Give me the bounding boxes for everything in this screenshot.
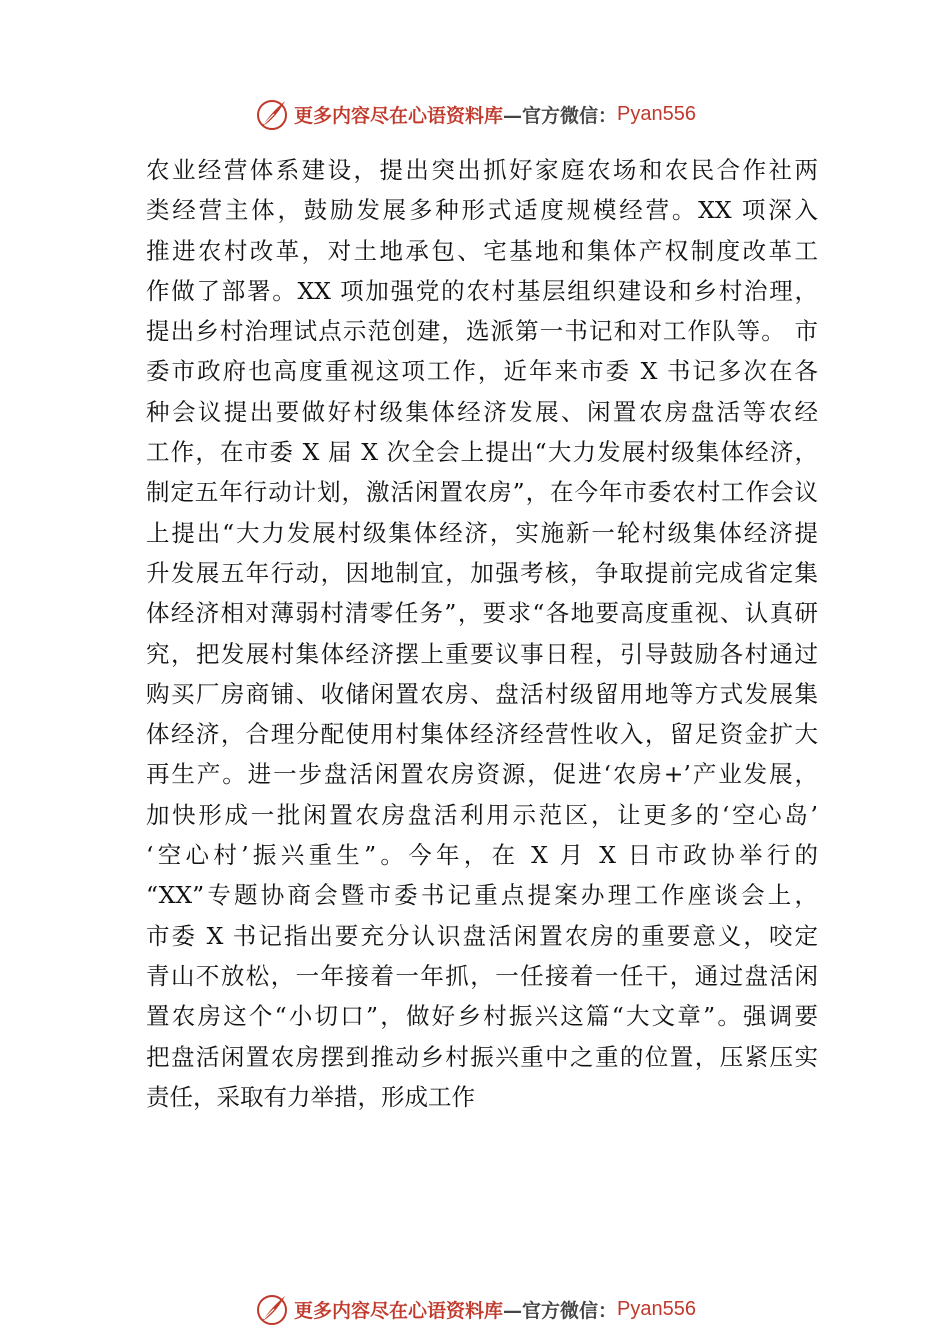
body-text-line: 体经济相对薄弱村清零任务”，要求“各地要高度重视、认真研 — [146, 599, 818, 628]
body-text-line: 提出乡村治理试点示范创建，选派第一书记和对工作队等。 市 — [146, 317, 818, 346]
watermark-dash-text: —官方微信： — [503, 1299, 618, 1322]
body-text-line: 体经济，合理分配使用村集体经济经营性收入，留足资金扩大 — [146, 720, 818, 749]
feather-pen-logo-icon — [254, 96, 290, 132]
watermark-wechat-id: Pyan556 — [617, 1297, 696, 1320]
header-watermark — [0, 94, 950, 134]
watermark-wechat-id: Pyan556 — [617, 102, 696, 125]
body-text-line: 升发展五年行动，因地制宜，加强考核，争取提前完成省定集 — [146, 558, 818, 587]
body-text-line: 制定五年行动计划，激活闲置农房”，在今年市委农村工作会议 — [146, 478, 818, 507]
body-text-line: 青山不放松，一年接着一年抓，一任接着一任干，通过盘活闲 — [146, 961, 818, 990]
document-body — [146, 150, 818, 1117]
footer-watermark — [0, 1289, 950, 1329]
body-text-line: 置农房这个“小切口”，做好乡村振兴这篇“大文章”。强调要 — [146, 1002, 818, 1031]
body-text-line: 购买厂房商铺、收储闲置农房、盘活村级留用地等方式发展集 — [146, 679, 818, 708]
body-text-line: 上提出“大力发展村级集体经济，实施新一轮村级集体经济提 — [146, 518, 818, 547]
body-text-line: 工作，在市委 X 届 X 次全会上提出“大力发展村级集体经济， — [146, 438, 818, 467]
body-text-line: 究，把发展村集体经济摆上重要议事日程，引导鼓励各村通过 — [146, 639, 818, 668]
body-text-line: 责任，采取有力举措，形成工作 — [146, 1082, 475, 1111]
body-text-line: 种会议提出要做好村级集体经济发展、闲置农房盘活等农经 — [146, 397, 818, 426]
body-text-line: 委市政府也高度重视这项工作，近年来市委 X 书记多次在各 — [146, 357, 818, 386]
body-text-line: ‘空心村’振兴重生”。今年，在 X 月 X 日市政协举行的 — [146, 841, 818, 870]
body-text-line: “XX”专题协商会暨市委书记重点提案办理工作座谈会上， — [146, 881, 818, 910]
body-text-line: 类经营主体，鼓励发展多种形式适度规模经营。XX 项深入 — [146, 196, 818, 225]
body-text-line: 农业经营体系建设，提出突出抓好家庭农场和农民合作社两 — [146, 156, 818, 184]
body-text-line: 推进农村改革，对土地承包、宅基地和集体产权制度改革工 — [146, 236, 818, 265]
watermark-main-text: 更多内容尽在心语资料库 — [294, 1299, 504, 1322]
feather-pen-logo-icon — [254, 1291, 290, 1327]
body-text-line: 市委 X 书记指出要充分认识盘活闲置农房的重要意义，咬定 — [146, 921, 818, 950]
body-text-line: 作做了部署。XX 项加强党的农村基层组织建设和乡村治理， — [146, 276, 818, 305]
body-text-line: 再生产。进一步盘活闲置农房资源，促进‘农房+’产业发展， — [146, 760, 818, 789]
watermark-dash-text: —官方微信： — [503, 104, 618, 127]
watermark-main-text: 更多内容尽在心语资料库 — [294, 104, 504, 127]
body-text-line: 加快形成一批闲置农房盘活利用示范区，让更多的‘空心岛’ — [146, 800, 818, 829]
body-text-line: 把盘活闲置农房摆到推动乡村振兴重中之重的位置，压紧压实 — [146, 1042, 818, 1071]
